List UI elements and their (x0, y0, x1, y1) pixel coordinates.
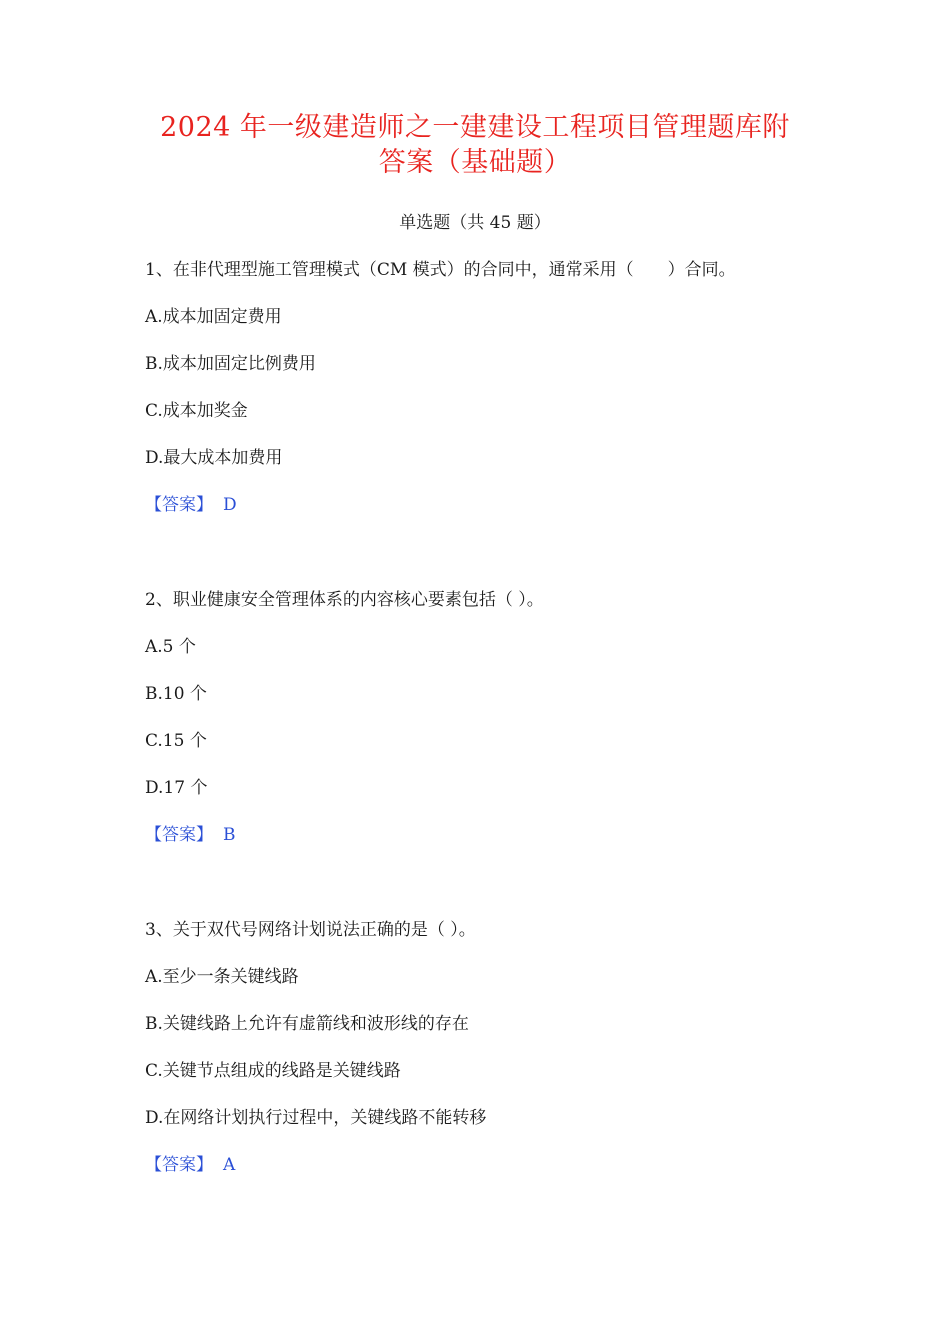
question-2-option-a: A.5 个 (145, 637, 196, 657)
answer-label: 【答案】 (145, 1155, 213, 1175)
question-1-option-a: A.成本加固定费用 (145, 307, 282, 327)
question-2-stem: 2、职业健康安全管理体系的内容核心要素包括（ ）。 (145, 590, 544, 610)
document-title-line-2: 答案（基础题） (378, 147, 572, 178)
answer-label: 【答案】 (145, 495, 213, 515)
question-2-option-c: C.15 个 (145, 731, 207, 751)
question-3-stem: 3、关于双代号网络计划说法正确的是（ ）。 (145, 920, 476, 940)
question-1-option-b: B.成本加固定比例费用 (145, 354, 316, 374)
question-1-stem: 1、在非代理型施工管理模式（CM 模式）的合同中，通常采用（ ）合同。 (145, 260, 736, 280)
document-title-line-1: 2024 年一级建造师之一建建设工程项目管理题库附 (160, 112, 790, 143)
answer-value: B (223, 825, 236, 845)
question-3-option-a: A.至少一条关键线路 (145, 967, 299, 987)
question-3-option-d: D.在网络计划执行过程中，关键线路不能转移 (145, 1108, 487, 1128)
answer-value: D (223, 495, 237, 515)
answer-value: A (223, 1155, 236, 1175)
answer-label: 【答案】 (145, 825, 213, 845)
question-2-answer (145, 822, 236, 848)
question-1-option-d: D.最大成本加费用 (145, 448, 283, 468)
question-3-option-c: C.关键节点组成的线路是关键线路 (145, 1061, 401, 1081)
section-heading: 单选题（共 45 题） (399, 213, 551, 233)
question-3-answer (145, 1152, 235, 1178)
question-1-answer (145, 492, 237, 518)
question-2-option-d: D.17 个 (145, 778, 208, 798)
question-2-option-b: B.10 个 (145, 684, 207, 704)
question-3-option-b: B.关键线路上允许有虚箭线和波形线的存在 (145, 1014, 469, 1034)
question-1-option-c: C.成本加奖金 (145, 401, 248, 421)
